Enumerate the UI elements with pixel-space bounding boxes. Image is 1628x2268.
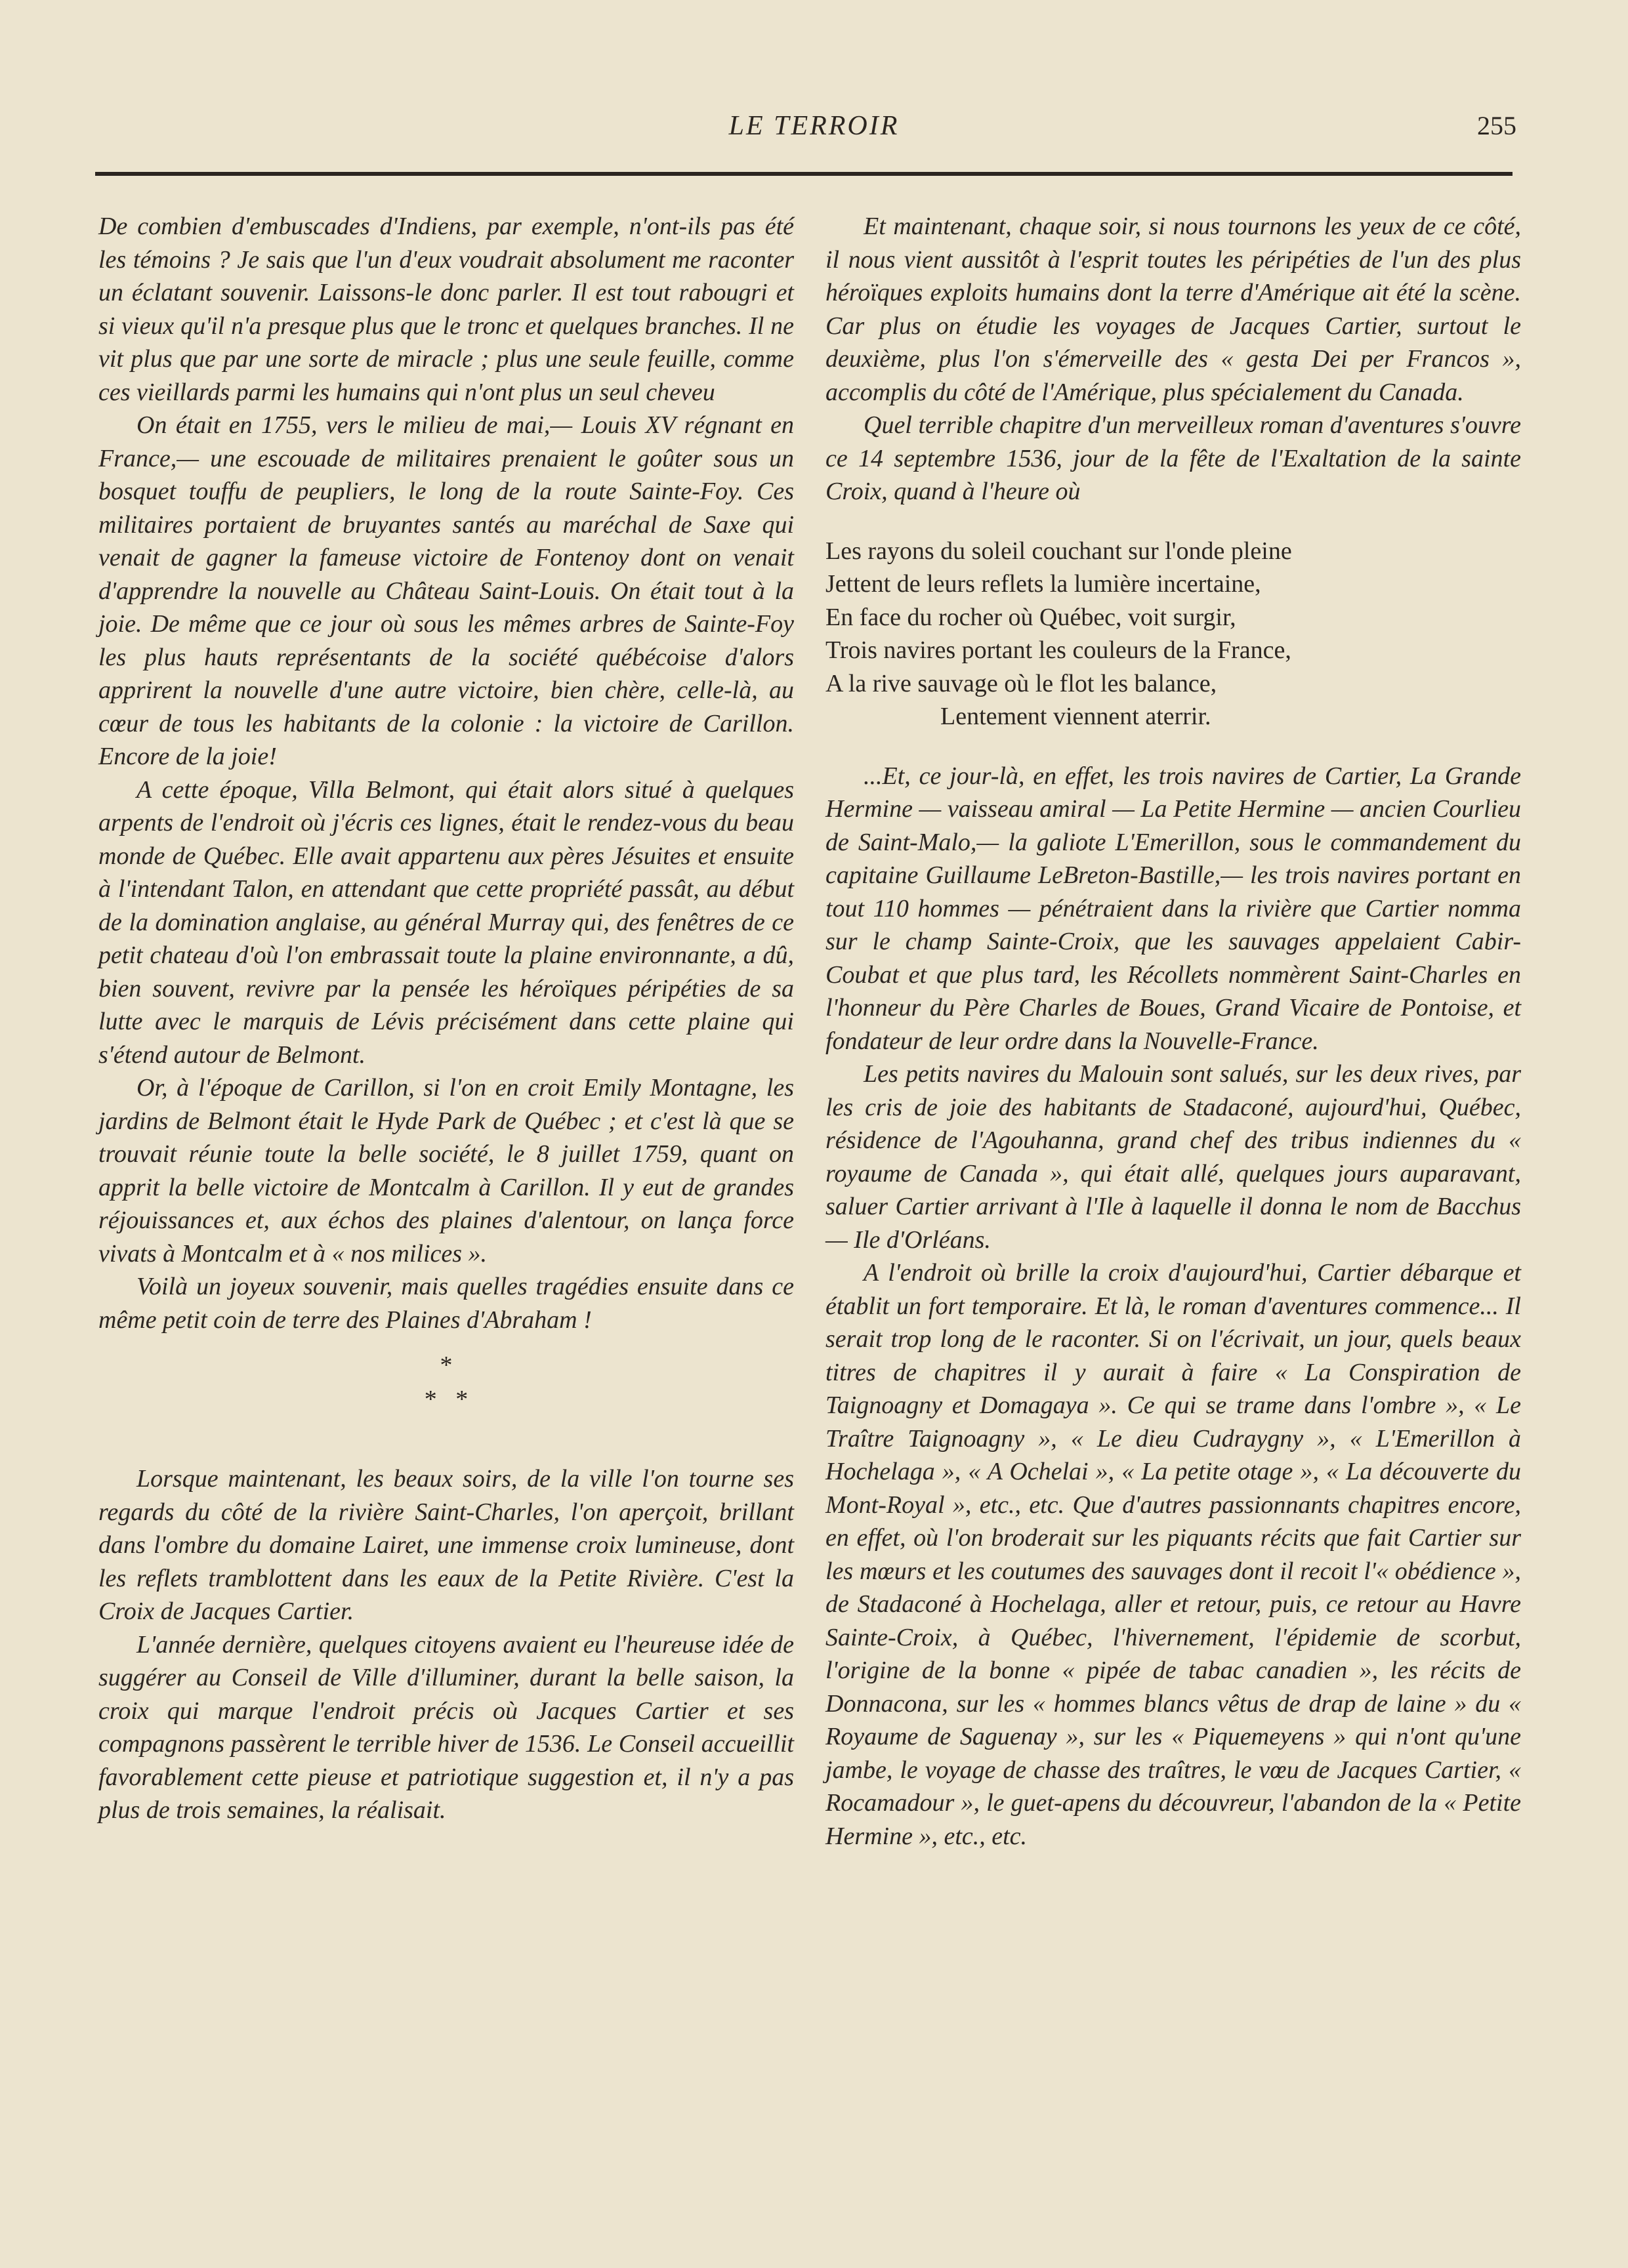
header-rule	[95, 172, 1513, 176]
verse-line: Jettent de leurs reflets la lumière incertaine,	[825, 570, 1261, 598]
paragraph: De combien d'embuscades d'Indiens, par exemple, n'ont-ils pas été les témoins ? Je sais que l'un d'eux voudrait absolument me raconter un éclatant souvenir. Laissons-le donc parler. Il est tout rabougri et si vieux qu'il n'a presque plus que le tronc et quelques branches. Il ne vit plus que par une sorte de miracle ; plus une seule feuille, comme ces vieillards parmi les humains qui n'ont plus un seul cheveu	[98, 213, 794, 406]
paragraph: Quel terrible chapitre d'un merveilleux roman d'aventures s'ouvre ce 14 septembre 1536, jour de la fête de l'Exaltation de la sainte Croix, quand à l'heure où	[825, 411, 1521, 505]
page-header	[0, 110, 1628, 150]
paragraph: A cette époque, Villa Belmont, qui était alors situé à quelques arpents de l'endroit où j'écris ces lignes, était le rendez-vous du beau monde de Québec. Elle avait appartenu aux pères Jésuites et ensuite à l'intendant Talon, en attendant que cette propriété passât, au début de la domination anglaise, au général Murray qui, des fenêtres de ce petit chateau d'où l'on embrassait toute la plaine environnante, a dû, bien souvent, revivre par la pensée les héroïques péripéties de sa lutte avec le marquis de Lévis précisément dans cette plaine qui s'étend autour de Belmont.	[98, 775, 794, 1069]
paragraph: Les petits navires du Malouin sont salués, sur les deux rives, par les cris de joie des habitants de Stadaconé, aujourd'hui, Québec, résidence de l'Agouhanna, grand chef des tribus indiennes du « royaume de Canada », qui était allé, quelques jours auparavant, saluer Cartier arrivant à l'Ile à laquelle il donna le nom de Bacchus — Ile d'Orléans.	[825, 1060, 1521, 1254]
section-break-star: *	[440, 1351, 453, 1379]
paragraph: A l'endroit où brille la croix d'aujourd'hui, Cartier débarque et établit un fort temporaire. Et là, le roman d'aventures commence... Il serait trop long de le raconter. Si on l'écrivait, un jour, quels beaux titres de chapitres il y aurait à faire « La Conspiration de Taignoagny et Domagaya ». Ce qui se trame dans l'ombre », « Le Traître Taignoagny », « Le dieu Cudraygny », « L'Emerillon à Hochelaga », « A Ochelai », « La petite otage », « La découverte du Mont-Royal », etc., etc. Que d'autres passionnants chapitres encore, en effet, où l'on broderait sur les piquants récits que fait Cartier sur les mœurs et les coutumes des sauvages dont il recoit l'« obédience », de Stadaconé à Hochelaga, aller et retour, puis, ce retour au Havre Sainte-Croix, à Québec, l'hivernement, l'épidemie de scorbut, l'origine de la bonne « pipée de tabac canadien », les récits de Donnacona, sur les « hommes blancs vêtus de drap de laine » du « Royaume de Saguenay », sur les « Piquemeyens » qui n'ont qu'une jambe, le voyage de chasse des traîtres, le vœu de Jacques Cartier, « Rocamadour », le guet-apens du découvreur, l'abandon de la « Petite Hermine », etc., etc.	[825, 1259, 1521, 1850]
paragraph: ...Et, ce jour-là, en effet, les trois navires de Cartier, La Grande Hermine — vaisseau amiral — La Petite Hermine — ancien Courlieu de Saint-Malo,— la galiote L'Emerillon, sous le commandement du capitaine Guillaume LeBreton-Bastille,— les trois navires portant en tout 110 hommes — pénétraient dans la rivière que Cartier nomma sur le champ Sainte-Croix, que les sauvages appelaient Cabir-Coubat et que plus tard, les Récollets nommèrent Saint-Charles en l'honneur du Père Charles de Boues, Grand Vicaire de Pontoise, et fondateur de leur ordre dans la Nouvelle-France.	[825, 762, 1521, 1055]
paragraph: On était en 1755, vers le milieu de mai,— Louis XV régnant en France,— une escouade de militaires prenaient le goûter sous un bosquet touffu de peupliers, le long de la route Sainte-Foy. Ces militaires portaient de bruyantes santés au maréchal de Saxe qui venait de gagner la fameuse victoire de Fontenoy dont on venait d'apprendre la nouvelle au Château Saint-Louis. On était tout à la joie. De même que ce jour où sous les mêmes arbres de Sainte-Foy les plus hauts représentants de la société québécoise d'alors apprirent la nouvelle d'une autre victoire, bien chère, celle-là, au cœur de tous les habitants de la colonie : la victoire de Carillon. Encore de la joie!	[98, 411, 794, 770]
paragraph: Or, à l'époque de Carillon, si l'on en croit Emily Montagne, les jardins de Belmont était le Hyde Park de Québec ; et c'est là que se trouvait réunie toute la belle société, le 8 juillet 1759, quant on apprit la belle victoire de Montcalm à Carillon. Il y eut de grandes réjouissances et, aux échos des plaines d'alentour, on lança force vivats à Montcalm et à « nos milices ».	[98, 1074, 794, 1268]
paragraph: Voilà un joyeux souvenir, mais quelles tragédies ensuite dans ce même petit coin de terre des Plaines d'Abraham !	[98, 1273, 794, 1334]
section-break-stars: * *	[424, 1386, 469, 1413]
paragraph: Lorsque maintenant, les beaux soirs, de la ville l'on tourne ses regards du côté de la rivière Saint-Charles, l'on aperçoit, brillant dans l'ombre du domaine Lairet, une immense croix lumineuse, dont les reflets tramblottent dans les eaux de la Petite Rivière. C'est la Croix de Jacques Cartier.	[98, 1465, 794, 1625]
verse-line: Trois navires portant les couleurs de la France,	[825, 636, 1291, 664]
verse-line: En face du rocher où Québec, voit surgir,	[825, 603, 1236, 631]
verse-block	[825, 535, 1521, 733]
right-column	[825, 210, 1521, 1853]
page-number: 255	[1477, 111, 1516, 140]
paragraph: L'année dernière, quelques citoyens avaient eu l'heureuse idée de suggérer au Conseil de Ville d'illuminer, durant la belle saison, la croix qui marque l'endroit précis où Jacques Cartier et ses compagnons passèrent le terrible hiver de 1536. Le Conseil accueillit favorablement cette pieuse et patriotique suggestion et, il n'y a pas plus de trois semaines, la réalisait.	[98, 1630, 794, 1824]
verse-line: Lentement viennent aterrir.	[940, 703, 1211, 730]
verse-line: A la rive sauvage où le flot les balance,	[825, 669, 1217, 697]
running-title: LE TERROIR	[728, 111, 900, 141]
paragraph: Et maintenant, chaque soir, si nous tournons les yeux de ce côté, il nous vient aussitôt à l'esprit toutes les péripéties de l'un des plus héroïques exploits humains dont la terre d'Amérique ait été la scène. Car plus on étudie les voyages de Jacques Cartier, surtout le deuxième, plus l'on s'émerveille des « gesta Dei per Francos », accomplis du côté de l'Amérique, plus spécialement du Canada.	[825, 213, 1521, 406]
verse-line: Les rayons du soleil couchant sur l'onde pleine	[825, 537, 1292, 565]
section-break	[98, 1348, 794, 1416]
left-column	[98, 210, 794, 1827]
